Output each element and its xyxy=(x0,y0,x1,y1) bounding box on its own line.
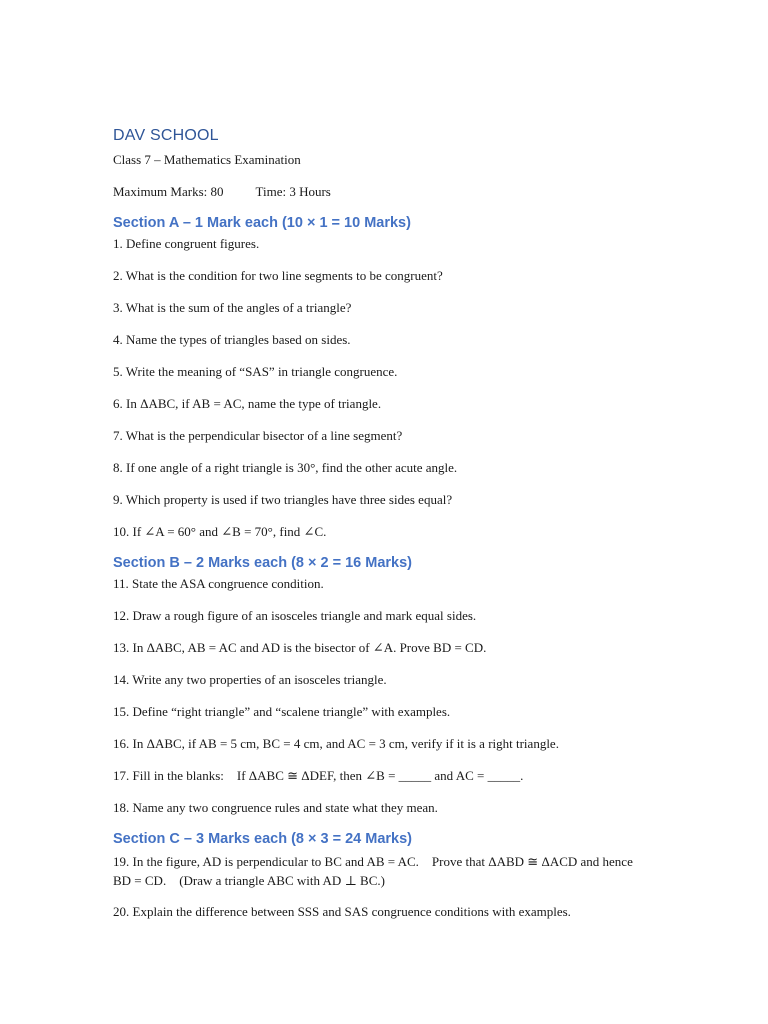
section-c xyxy=(113,830,653,920)
question-16: 16. In ΔABC, if AB = 5 cm, BC = 4 cm, and AC = 3 cm, verify if it is a right triangle. xyxy=(113,736,559,751)
max-marks: Maximum Marks: 80 xyxy=(113,184,224,199)
section-c-heading: Section C – 3 Marks each (8 × 3 = 24 Marks) xyxy=(113,831,413,847)
exam-time: Time: 3 Hours xyxy=(255,184,331,199)
section-b xyxy=(113,554,653,816)
question-17: 17. Fill in the blanks: If ΔABC ≅ ΔDEF, then ∠B = _____ and AC = _____. xyxy=(113,768,524,783)
question-18: 18. Name any two congruence rules and state what they mean. xyxy=(113,800,438,815)
question-7: 7. What is the perpendicular bisector of a line segment? xyxy=(113,428,403,443)
class-line: Class 7 – Mathematics Examination xyxy=(113,152,301,167)
question-14: 14. Write any two properties of an isosceles triangle. xyxy=(113,672,387,687)
question-10: 10. If ∠A = 60° and ∠B = 70°, find ∠C. xyxy=(113,524,327,539)
question-6: 6. In ΔABC, if AB = AC, name the type of triangle. xyxy=(113,396,382,411)
question-9: 9. Which property is used if two triangles have three sides equal? xyxy=(113,492,453,507)
question-13: 13. In ΔABC, AB = AC and AD is the bisector of ∠A. Prove BD = CD. xyxy=(113,640,487,655)
question-3: 3. What is the sum of the angles of a triangle? xyxy=(113,300,352,315)
question-20: 20. Explain the difference between SSS and SAS congruence conditions with examples. xyxy=(113,904,571,919)
question-1: 1. Define congruent figures. xyxy=(113,236,260,251)
school-title: DAV SCHOOL xyxy=(113,127,219,144)
question-5: 5. Write the meaning of “SAS” in triangle congruence. xyxy=(113,364,398,379)
question-8: 8. If one angle of a right triangle is 30°, find the other acute angle. xyxy=(113,460,458,475)
section-b-heading: Section B – 2 Marks each (8 × 2 = 16 Marks) xyxy=(113,555,413,571)
question-19: 19. In the figure, AD is perpendicular to BC and AB = AC. Prove that ΔABD ≅ ΔACD and hence BD = CD. (Draw a triangle ABC with AD ⊥ BC.) xyxy=(113,854,637,888)
question-2: 2. What is the condition for two line segments to be congruent? xyxy=(113,268,443,283)
question-4: 4. Name the types of triangles based on sides. xyxy=(113,332,351,347)
question-11: 11. State the ASA congruence condition. xyxy=(113,576,324,591)
question-15: 15. Define “right triangle” and “scalene triangle” with examples. xyxy=(113,704,451,719)
section-a-heading: Section A – 1 Mark each (10 × 1 = 10 Marks) xyxy=(113,215,411,231)
exam-paper xyxy=(113,126,653,936)
exam-meta xyxy=(113,184,653,200)
question-12: 12. Draw a rough figure of an isosceles triangle and mark equal sides. xyxy=(113,608,477,623)
section-a xyxy=(113,214,653,540)
